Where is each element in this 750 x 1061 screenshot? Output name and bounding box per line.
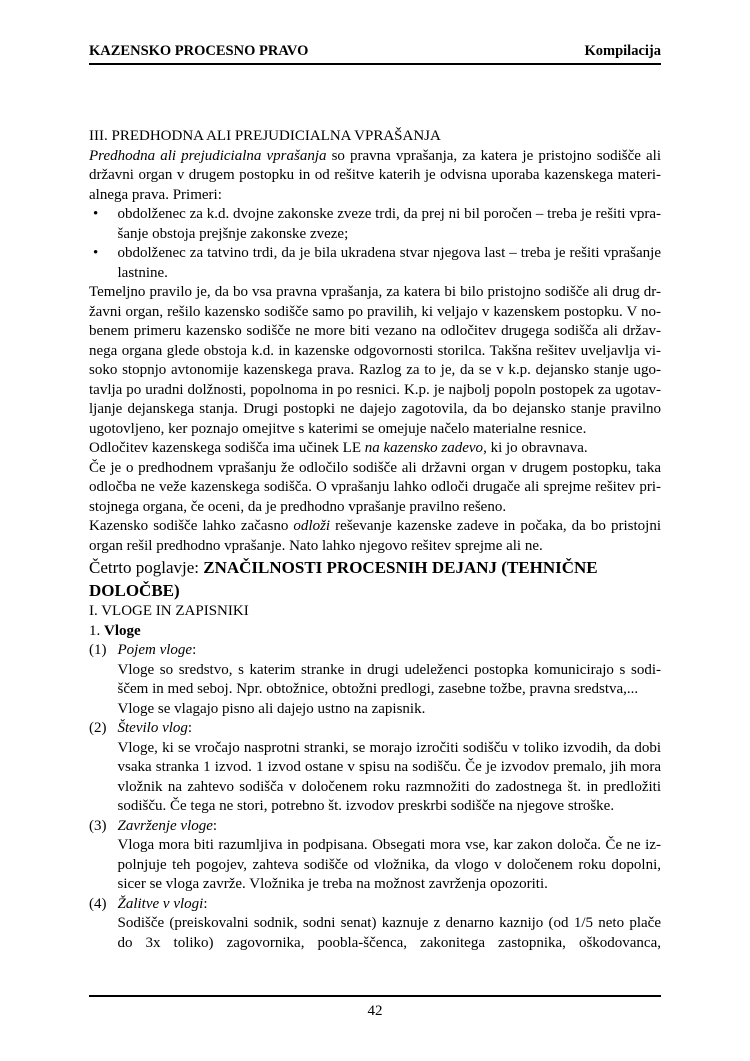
item-paragraph: Vloga mora biti razumljiva in podpisana. Obsegati mora vse, kar zakon določa. Če ne iz-polnjuje teh pogojev, zahteva sodišče od vložnika, da vlogo v določenem roku dopolni, sicer se vloga zavrže. Vložnika je treba na možnost zavrženja opozoriti.: [117, 837, 661, 892]
numbered-item-3: [89, 817, 661, 895]
item-title: Pojem vloge: [117, 642, 193, 658]
effect-after: , ki jo obravnava.: [483, 440, 588, 456]
item-paragraph: Vloge se vlagajo pisno ali dajejo ustno na zapisnik.: [117, 700, 426, 717]
subsection-heading: [89, 622, 661, 642]
bullet-text: obdolženec za k.d. dvojne zakonske zveze trdi, da prej ni bil poročen – treba je rešiti vpra-šanje obstoja prejšnje zakonske zveze;: [117, 206, 661, 242]
bullet-icon: •: [93, 206, 99, 222]
item-marker: (3): [89, 817, 107, 834]
paragraph-prior-decision: Če je o predhodnem vprašanju že odločilo sodišče ali državni organ v drugem postopku, taka odločba ne veže kazenskega sodišča. O vprašanju lahko odloči drugače ali sprejme rešitev pri-stojnega organa, če oceni, da je predhodno vprašanje pravilno rešeno.: [89, 459, 661, 515]
paragraph-effect: [89, 439, 661, 459]
page-number: 42: [367, 1003, 383, 1019]
postpone-after: reševanje kazenske zadeve in počaka, da bo pristojni organ rešil predhodno vprašanje. Nato lahko njegovo rešitev sprejme ali ne.: [89, 518, 661, 554]
document-title: KAZENSKO PROCESNO PRAVO: [89, 43, 309, 59]
item-paragraph: Vloge so sredstvo, s katerim stranke in drugi udeleženci postopka komunicirajo s sodi-ščem in med seboj. Npr. obtožnice, obtožni predlogi, zasebne tožbe, pravna sredstva,...: [117, 661, 661, 697]
section-heading-prejudicial: III. PREDHODNA ALI PREJUDICIALNA VPRAŠANJA: [89, 128, 441, 144]
item-marker: (1): [89, 642, 107, 658]
effect-before: Odločitev kazenskega sodišča ima učinek LE: [89, 440, 365, 456]
page-footer: [89, 995, 661, 1020]
item-title-line: [118, 895, 662, 915]
postpone-before: Kazensko sodišče lahko začasno: [89, 518, 294, 534]
document-body: [89, 127, 661, 953]
edition-label: Kompilacija: [584, 43, 661, 59]
item-title-line: [118, 641, 662, 661]
subsection-number: 1.: [89, 622, 104, 639]
item-title-suffix: :: [187, 720, 193, 736]
intro-rest: so pravna vprašanja, za katera je pristojno sodišče ali državni organ v drugem postopku in od rešitve katerih je odvisna uporaba kazenskega materi-alnega prava. Primeri:: [89, 147, 662, 203]
item-title-line: [118, 719, 662, 739]
chapter-heading: [89, 556, 661, 602]
numbered-item-4: [89, 895, 661, 954]
chapter-prefix: Četrto poglavje:: [89, 558, 204, 577]
intro-italic-lead: Predhodna ali prejudicialna vprašanja: [89, 147, 327, 164]
item-title: Žalitve v vlogi: [117, 895, 204, 912]
numbered-item-1: [89, 641, 661, 719]
item-paragraph: Vloge, ki se vročajo nasprotni stranki, se morajo izročiti sodišču v toliko izvodih, da dobi vsaka stranka 1 izvod. 1 izvod ostane v spisu na sodišču. Če je izvodov premalo, jih mora vložnik na zahtevo sodišča v določenem roku razmnožiti do zadostnega št. in predložiti sodišču. Če tega ne stori, potrebno št. izvodov preskrbi sodišče na njegove stroške.: [117, 739, 661, 814]
item-marker: (4): [89, 895, 107, 912]
item-title: Zavrženje vloge: [117, 817, 213, 834]
item-title: Število vlog: [117, 720, 188, 736]
item-marker: (2): [89, 720, 107, 736]
paragraph-main-rule: Temeljno pravilo je, da bo vsa pravna vprašanja, za katera bi bilo pristojno sodišče ali drug dr-žavni organ, rešilo kazensko sodišče samo po pravilih, ki veljajo v kazenskem postopku. V no-benem primeru kazensko sodišče ne more biti vezano na odločitev drugega sodišča ali držav-nega organa glede obstoja k.d. in kazenske odgovornosti storilca. Takšna rešitev uveljavlja vi-soko stopnjo avtonomije kazenskega prava. Razlog za to je, da se v k.p. dejansko stanje ugo-tavlja po uradni dolžnosti, popolnoma in po resnici. K.p. je najbolj popoln postopek za ugotav-ljanje dejanskega stanja. Drugi postopki ne dajejo zagotovila, da bo dejansko stanje pravilno ugotovljeno, ker poznajo omejitve s katerimi se omejuje načelo materialne resnice.: [89, 284, 661, 437]
chapter-title: ZNAČILNOSTI PROCESNIH DEJANJ (TEHNIČNE DOLOČBE): [89, 558, 598, 600]
item-title-line: [118, 817, 662, 837]
effect-italic: na kazensko zadevo: [364, 440, 484, 456]
numbered-item-2: [89, 719, 661, 817]
bullet-item: [89, 205, 661, 244]
postpone-italic: odloži: [293, 518, 331, 534]
item-title-suffix: :: [192, 642, 197, 658]
item-title-suffix: :: [203, 895, 208, 912]
bullet-icon: •: [93, 245, 99, 261]
bullet-list: [89, 205, 661, 283]
subsection-title: Vloge: [104, 622, 141, 639]
item-title-suffix: :: [212, 817, 218, 834]
paragraph-postpone: [89, 517, 661, 556]
item-paragraph: Sodišče (preiskovalni sodnik, sodni senat) kaznuje z denarno kaznijo (od 1/5 neto plače do 3x toliko) zagovornika, poobla-ščenca, zakonitega zastopnika, oškodovanca,: [117, 915, 661, 951]
page-header: [89, 44, 661, 65]
section-heading-vloge: I. VLOGE IN ZAPISNIKI: [89, 603, 249, 619]
bullet-text: obdolženec za tatvino trdi, da je bila ukradena stvar njegova last – treba je rešiti vprašanje lastnine.: [117, 245, 661, 281]
paragraph-intro: [89, 147, 661, 206]
bullet-item: [89, 244, 661, 283]
